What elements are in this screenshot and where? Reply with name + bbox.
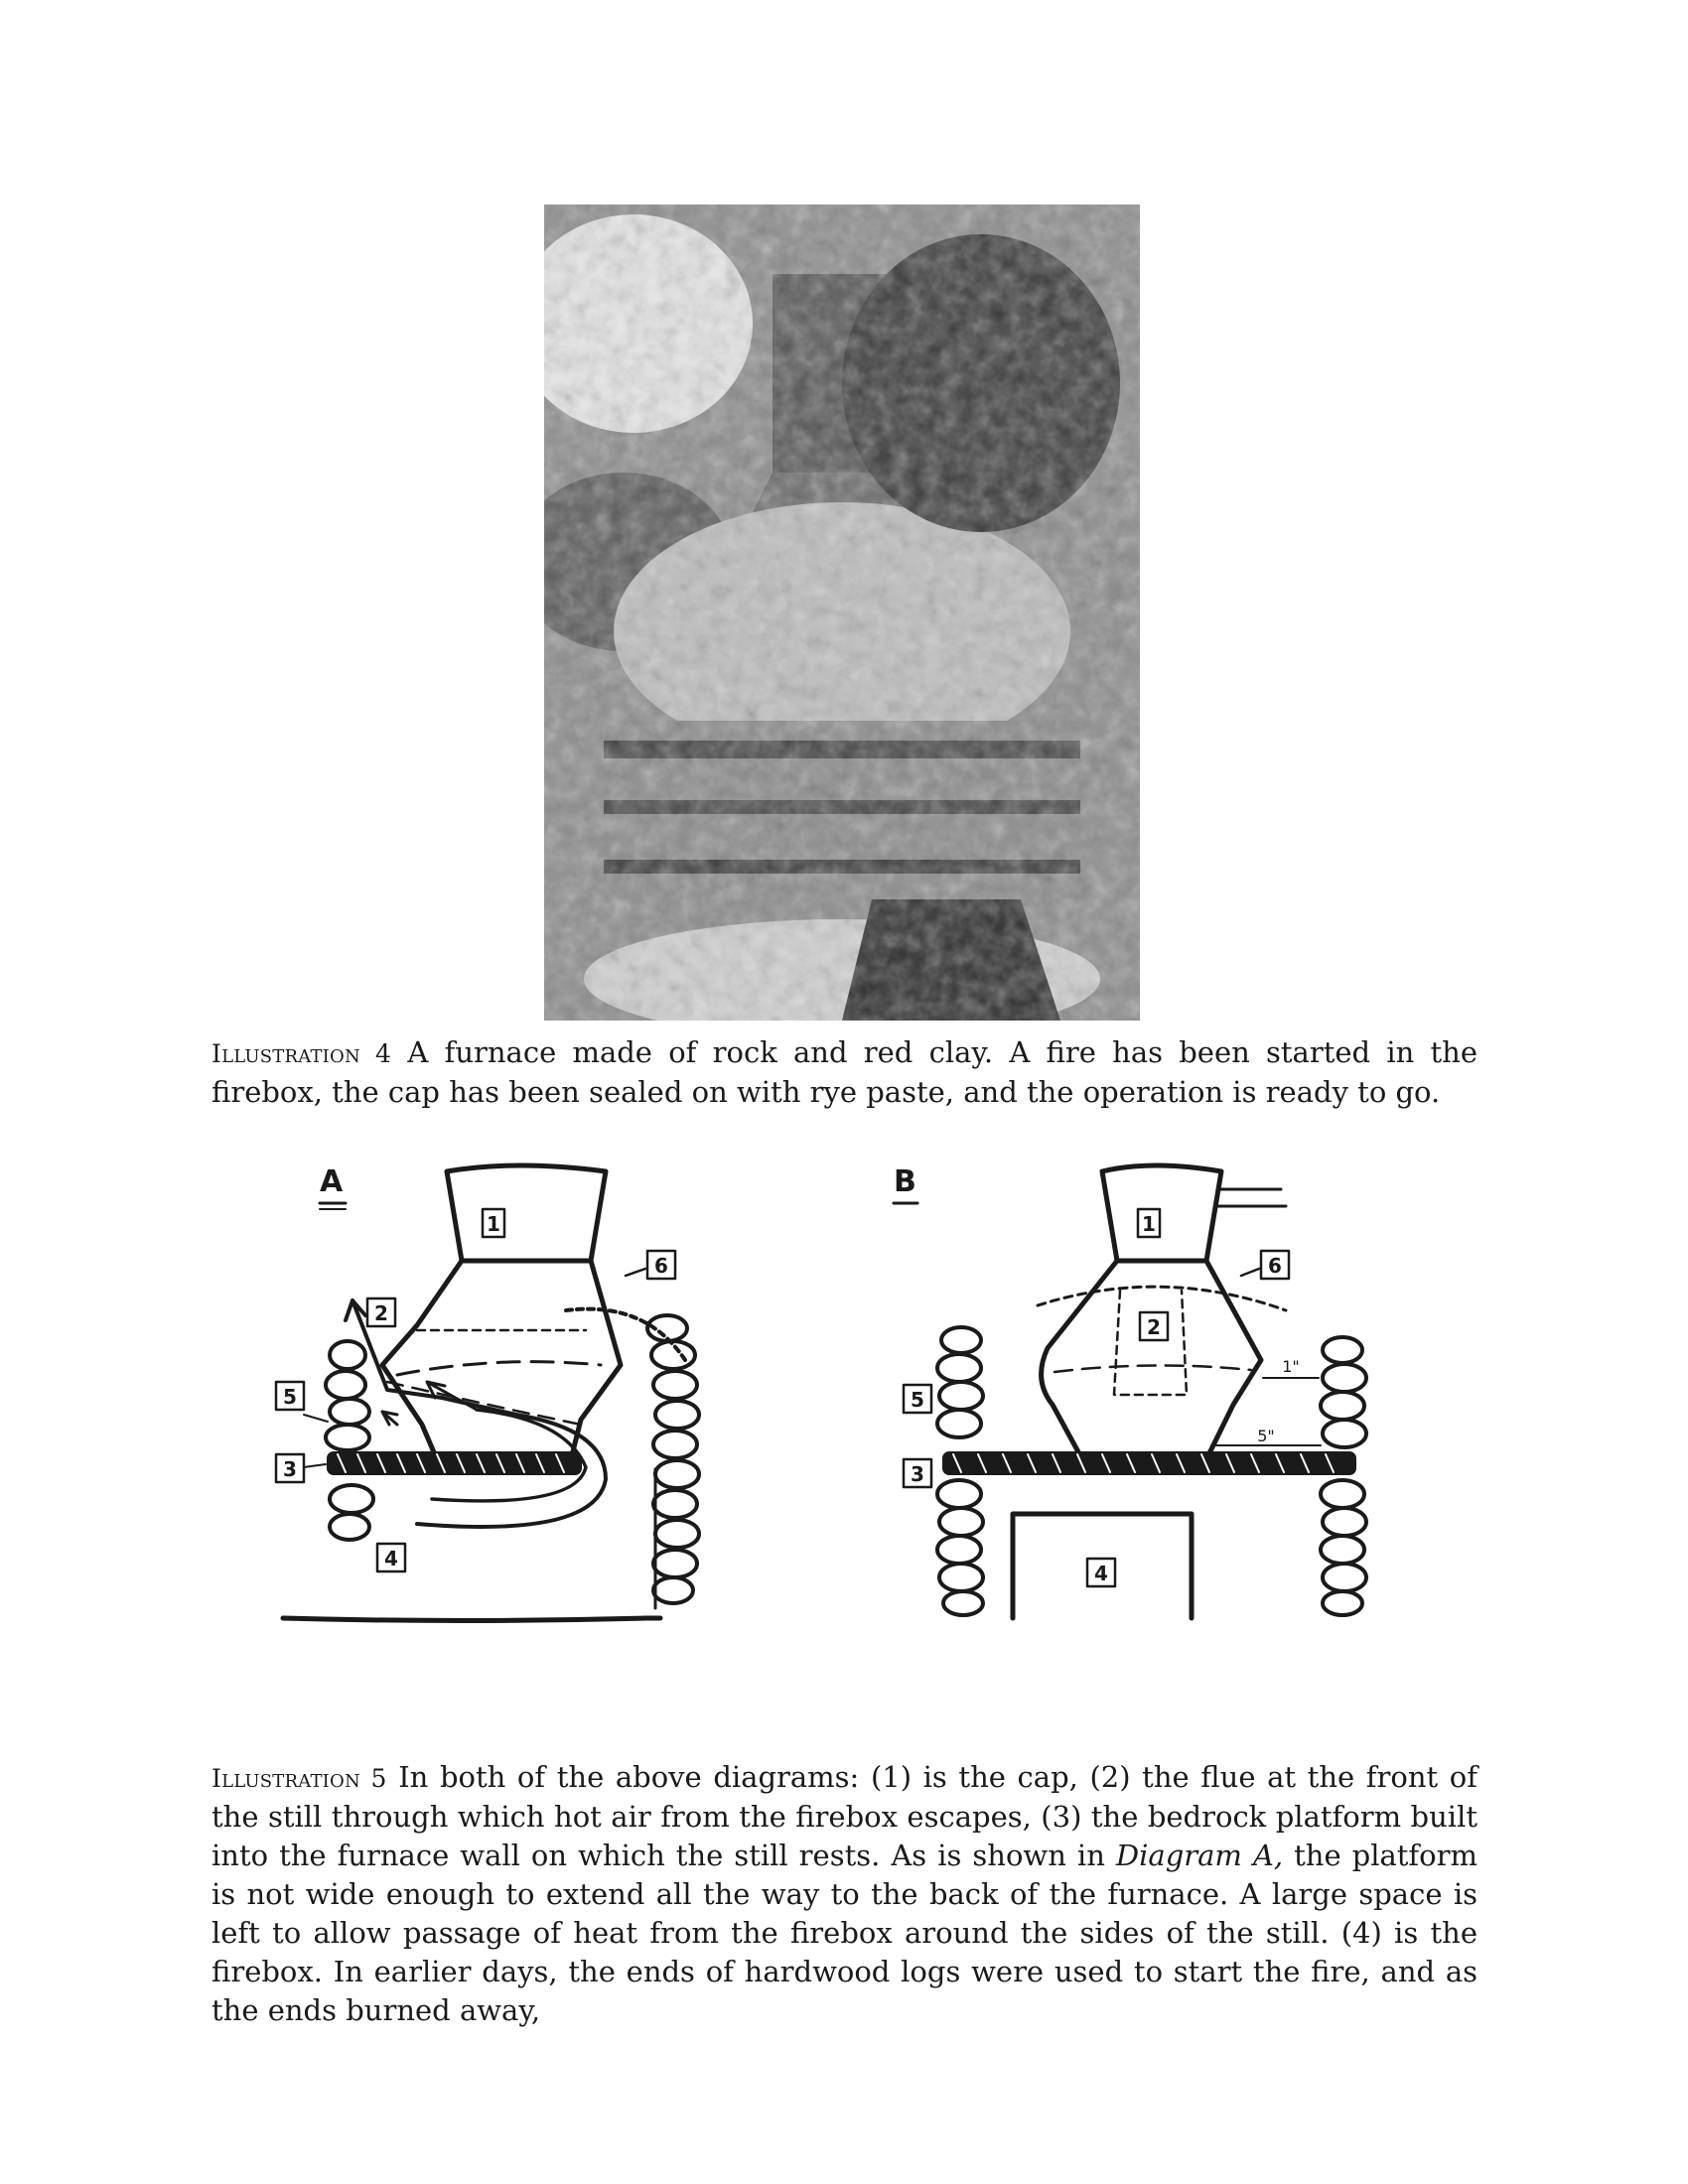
- dim-small: 1": [1282, 1357, 1300, 1376]
- label-b-4: 4: [1094, 1562, 1108, 1585]
- diagram-b: [884, 1152, 1420, 1747]
- label-b-6: 6: [1268, 1254, 1282, 1278]
- caption-text: A furnace made of rock and red clay. A fire has been started in the firebox, the cap has been sealed on with rye paste, and the operation is ready to go.: [211, 1035, 1477, 1109]
- caption-text-1: In both of the above diagrams: (1) is the cap, (2) the flue at the front of the still through which hot air from the firebox escapes, (3) the bedrock platform built into the furnace wall on which the still rests. As is shown in: [211, 1760, 1477, 1872]
- diagram-a: [268, 1152, 844, 1747]
- label-a-4: 4: [384, 1547, 398, 1570]
- caption-italic: Diagram A,: [1115, 1839, 1284, 1872]
- label-b-2: 2: [1147, 1315, 1161, 1339]
- label-a-6: 6: [654, 1254, 668, 1278]
- furnace-photo: [544, 205, 1140, 1021]
- diagram-a-letter: A: [320, 1164, 344, 1199]
- caption-label: Illustration 4: [211, 1039, 392, 1068]
- label-a-5: 5: [283, 1385, 297, 1409]
- caption-text-2: the platform is not wide enough to extend all the way to the back of the furnace. A large space is left to allow passage of heat from the firebox around the sides of the still. (4) is the firebox. In earlier days, the ends of hardwood logs were used to start the fire, and as the ends burned away,: [211, 1839, 1477, 2027]
- label-a-1: 1: [487, 1212, 500, 1236]
- label-b-3: 3: [911, 1462, 924, 1486]
- illustration-4-caption: [211, 1033, 1477, 1112]
- label-b-5: 5: [911, 1388, 924, 1412]
- caption-label: Illustration 5: [211, 1764, 387, 1793]
- label-a-2: 2: [374, 1301, 388, 1325]
- diagram-b-labels: [904, 1209, 1289, 1586]
- label-a-3: 3: [283, 1457, 297, 1481]
- illustration-5-caption: [211, 1758, 1477, 2030]
- diagram-b-letter: B: [894, 1164, 916, 1199]
- dim-large: 5": [1257, 1427, 1275, 1445]
- label-b-1: 1: [1142, 1212, 1156, 1236]
